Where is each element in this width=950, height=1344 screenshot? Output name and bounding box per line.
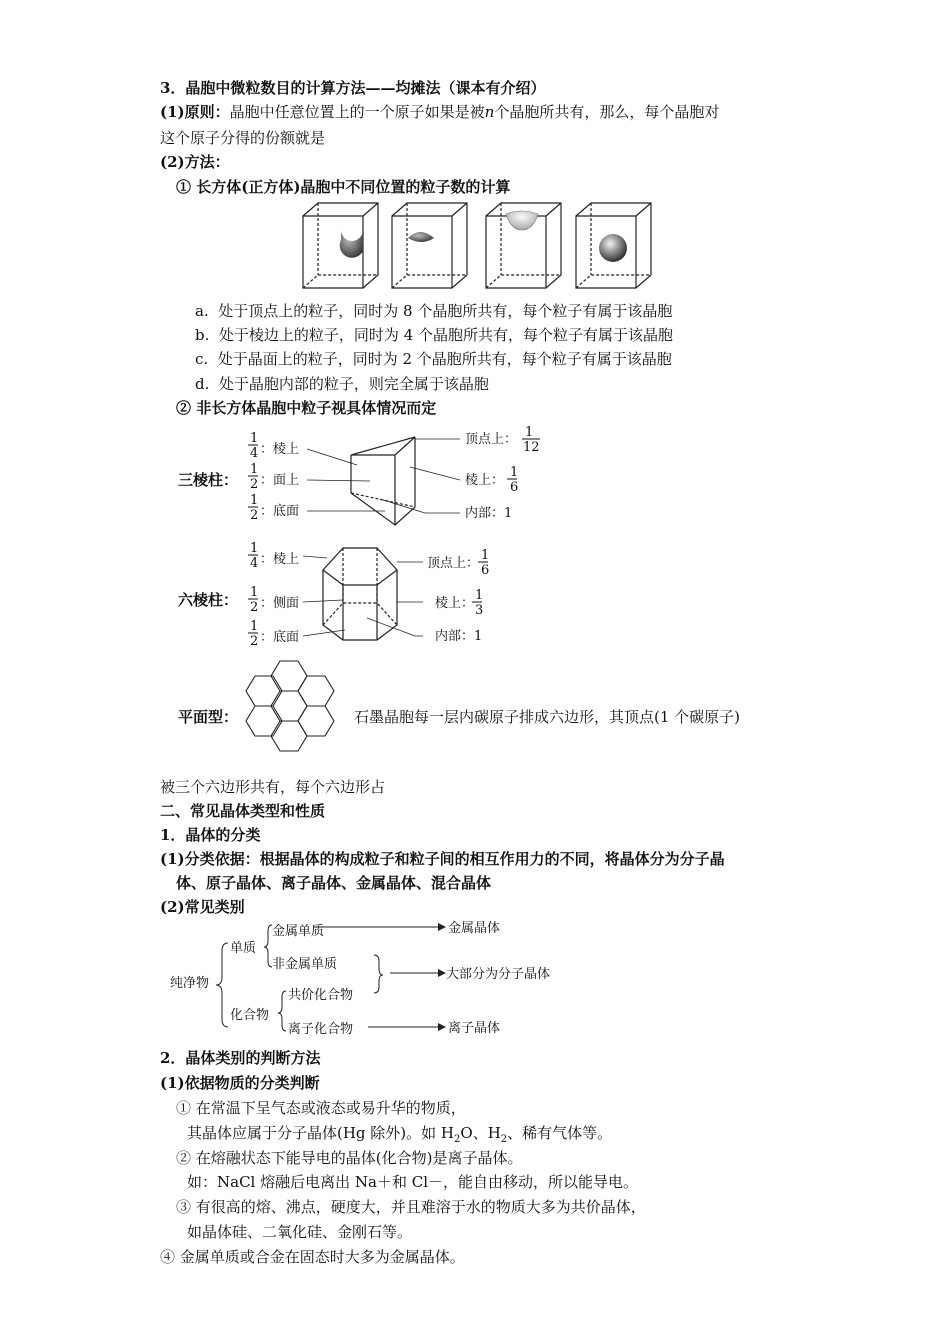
- svg-text:1: 1: [250, 619, 259, 634]
- principle-line-2: 这个原子分得的份额就是: [160, 129, 326, 147]
- svg-text:1: 1: [250, 462, 259, 477]
- svg-text:3: 3: [475, 603, 484, 618]
- method-2-title: ② 非长方体晶胞中粒子视具体情况而定: [176, 399, 437, 417]
- svg-text:：侧面: ：侧面: [260, 596, 300, 611]
- cube-edge-particle: [392, 203, 467, 288]
- svg-text:1: 1: [510, 465, 519, 480]
- tree-root: 纯净物: [170, 976, 210, 991]
- svg-text:：面上: ：面上: [260, 473, 300, 488]
- tri-prism-label: 三棱柱：: [178, 471, 239, 489]
- rule-2b: 如：NaCl 熔融后电离出 Na＋和 Cl－，能自由移动，所以能导电。: [187, 1173, 638, 1191]
- svg-text:1: 1: [250, 493, 259, 508]
- rule-2a: ② 在熔融状态下能导电的晶体(化合物)是离子晶体。: [176, 1149, 523, 1167]
- tree-lizi-huahewu: 离子化合物: [288, 1022, 354, 1037]
- svg-text:1: 1: [250, 541, 259, 556]
- common-categories: (2)常见类别: [160, 898, 245, 916]
- hex-prism-diagram: [245, 540, 545, 650]
- method-label: (2)方法：: [160, 153, 230, 171]
- svg-text:：底面: ：底面: [260, 630, 300, 645]
- tree-danzhi: 单质: [230, 941, 257, 956]
- tree-jinshu-jingti: 金属晶体: [448, 921, 501, 936]
- svg-text:：棱上: ：棱上: [260, 552, 300, 567]
- rule-3b: 如晶体硅、二氧化硅、金刚石等。: [187, 1223, 413, 1241]
- svg-text:棱上：: 棱上：: [435, 596, 475, 611]
- svg-text:内部：1: 内部：1: [435, 629, 483, 644]
- svg-text:1: 1: [250, 585, 259, 600]
- principle-n: n: [484, 103, 495, 121]
- section-3-heading: 3．晶胞中微粒数目的计算方法——均摊法（课本有介绍）: [160, 79, 546, 97]
- classification-tree: [168, 915, 608, 1043]
- plane-label: 平面型：: [178, 708, 239, 726]
- method-1-title: ① 长方体(正方体)晶胞中不同位置的粒子数的计算: [176, 178, 511, 196]
- hex-right-labels: [427, 548, 489, 644]
- svg-text:2: 2: [250, 600, 259, 615]
- rule-1a: ① 在常温下呈气态或液态或易升华的物质，: [176, 1099, 466, 1117]
- tree-lizi-jingti: 离子晶体: [448, 1021, 501, 1036]
- svg-text:4: 4: [250, 556, 259, 571]
- principle-line-1: [160, 102, 719, 122]
- svg-text:2: 2: [250, 634, 259, 649]
- classification-heading: 1．晶体的分类: [160, 826, 261, 844]
- rule-1b: 其晶体应属于分子晶体(Hg 除外)。如 $H_2O$、$H_2$、稀有气体等。: [187, 1124, 613, 1145]
- tree-gongjia: 共价化合物: [288, 988, 354, 1003]
- cube-interior-particle: [576, 203, 651, 288]
- tree-fenzi-jingti: 大部分为分子晶体: [446, 967, 551, 982]
- svg-text:6: 6: [481, 563, 490, 578]
- judgement-sub-1: (1)依据物质的分类判断: [160, 1074, 320, 1092]
- svg-text:顶点上：: 顶点上：: [427, 556, 480, 571]
- svg-text:：底面: ：底面: [260, 504, 300, 519]
- tree-feijinshu-danzhi: 非金属单质: [272, 957, 338, 972]
- judgement-heading: 2．晶体类别的判断方法: [160, 1049, 321, 1067]
- tri-prism-diagram: [245, 425, 565, 535]
- svg-text:棱上：: 棱上：: [465, 473, 505, 488]
- svg-text:1: 1: [481, 548, 490, 563]
- svg-text:6: 6: [510, 480, 519, 495]
- svg-text:12: 12: [523, 440, 540, 455]
- cube-vertex-particle: [303, 203, 378, 288]
- classification-basis-1: (1)分类依据：根据晶体的构成粒子和粒子间的相互作用力的不同，将晶体分为分子晶: [160, 850, 725, 868]
- principle-text-a: 晶胞中任意位置上的一个原子如果是被: [229, 103, 485, 121]
- svg-text:1: 1: [525, 425, 534, 440]
- svg-text:1: 1: [475, 588, 484, 603]
- classification-basis-2: 体、原子晶体、离子晶体、金属晶体、混合晶体: [176, 874, 492, 892]
- svg-text:4: 4: [250, 446, 259, 461]
- section-2-heading: 二、常见晶体类型和性质: [160, 802, 326, 820]
- tri-right-labels: [465, 425, 540, 521]
- honeycomb-diagram: [246, 657, 356, 769]
- svg-text:：棱上: ：棱上: [260, 442, 300, 457]
- rule-item: c. 处于晶面上的粒子，同时为 2 个晶胞所共有，每个粒子有属于该晶胞: [195, 350, 672, 368]
- tree-jinshu-danzhi: 金属单质: [272, 924, 325, 939]
- principle-text-b: 个晶胞所共有，那么，每个晶胞对: [494, 103, 720, 121]
- svg-text:2: 2: [250, 477, 259, 492]
- principle-label: (1)原则：: [160, 103, 230, 121]
- svg-text:2: 2: [250, 508, 259, 523]
- rule-item: d. 处于晶胞内部的粒子，则完全属于该晶胞: [195, 375, 489, 393]
- svg-text:1: 1: [250, 431, 259, 446]
- rule-3a: ③ 有很高的熔、沸点，硬度大，并且难溶于水的物质大多为共价晶体，: [176, 1198, 646, 1216]
- hex-left-fractions: [248, 541, 299, 649]
- cube-diagrams: [300, 200, 680, 300]
- rule-item: b. 处于棱边上的粒子，同时为 4 个晶胞所共有，每个粒子有属于该晶胞: [195, 326, 674, 344]
- svg-text:顶点上：: 顶点上：: [465, 432, 518, 447]
- plane-text: 石墨晶胞每一层内碳原子排成六边形，其顶点(1 个碳原子): [354, 708, 741, 726]
- tree-huahewu: 化合物: [230, 1008, 270, 1023]
- hex-prism-label: 六棱柱：: [178, 591, 239, 609]
- rule-4: ④ 金属单质或合金在固态时大多为金属晶体。: [160, 1248, 465, 1266]
- plane-text-line-2: 被三个六边形共有，每个六边形占: [160, 778, 386, 796]
- svg-text:内部：1: 内部：1: [465, 506, 513, 521]
- cube-face-particle: [486, 203, 561, 288]
- rule-item: a. 处于顶点上的粒子，同时为 8 个晶胞所共有，每个粒子有属于该晶胞: [195, 302, 673, 320]
- tri-left-fractions: [248, 431, 299, 523]
